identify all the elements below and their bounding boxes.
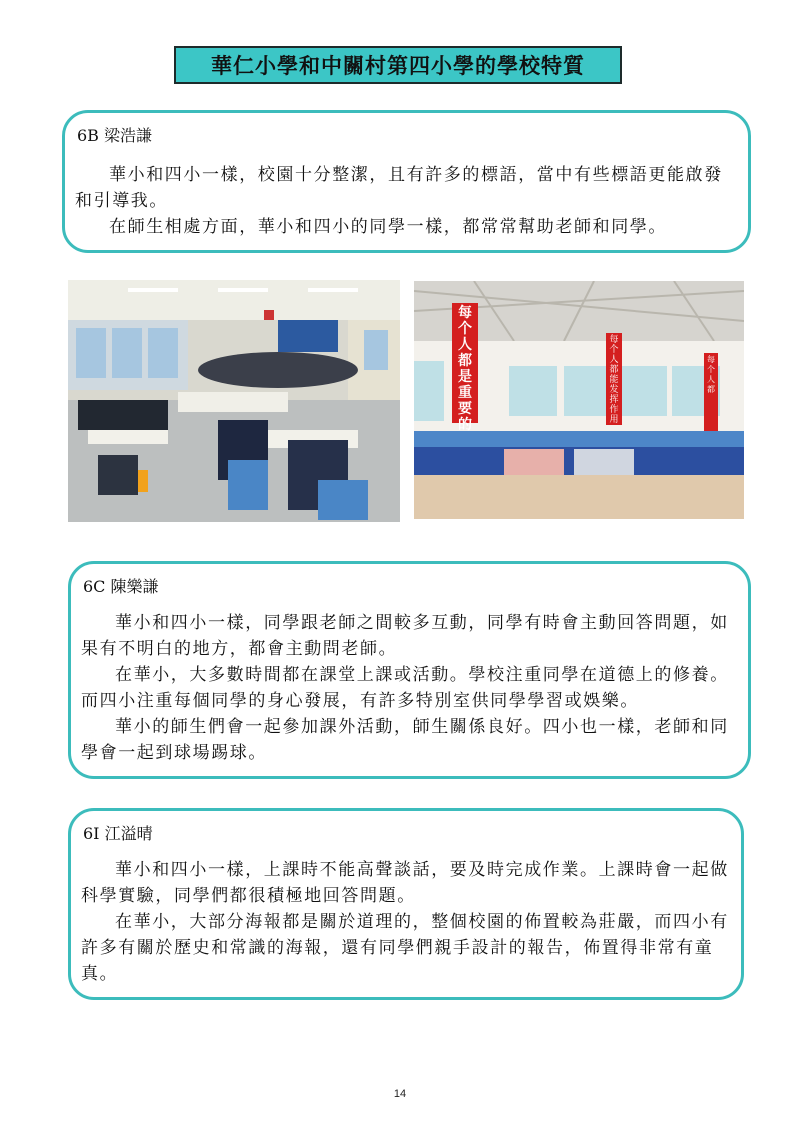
banner-text: 每个人都 <box>707 355 715 394</box>
paragraph: 華小和四小一樣，上課時不能高聲談話，要及時完成作業。上課時會一起做科學實驗，同學們都很積極地回答問題。 <box>81 860 729 906</box>
student-name: 6C 陳樂謙 <box>83 577 159 596</box>
paragraph: 華小的師生們會一起參加課外活動，師生關係良好。四小也一樣，老師和同學會一起到球場踢球。 <box>81 717 729 763</box>
classroom-image <box>68 280 400 522</box>
paragraph: 在華小，大部分海報都是關於道理的，整個校園的佈置較為莊嚴，而四小有許多有關於歷史和常識的海報，還有同學們親手設計的報告，佈置得非常有童真。 <box>81 912 729 984</box>
paragraph: 華小和四小一樣，同學跟老師之間較多互動，同學有時會主動回答問題，如果有不明白的地方，都會主動問老師。 <box>81 613 729 659</box>
reflection-box-6b <box>62 110 751 253</box>
paragraph: 華小和四小一樣，校園十分整潔，且有許多的標語，當中有些標語更能啟發和引導我。 <box>75 165 723 211</box>
student-name: 6B 梁浩謙 <box>77 126 153 145</box>
reflection-text <box>75 162 741 240</box>
reflection-text <box>81 857 735 987</box>
reflection-box-6c <box>68 561 751 779</box>
student-name: 6I 江溢晴 <box>83 824 153 843</box>
paragraph: 在師生相處方面，華小和四小的同學一樣，都常常幫助老師和同學。 <box>109 217 667 237</box>
paragraph: 在華小，大多數時間都在課堂上課或活動。學校注重同學在道德上的修養。而四小注重每個同學的身心發展，有許多特別室供同學學習或娛樂。 <box>81 665 729 711</box>
gym-photo <box>414 281 744 519</box>
reflection-box-6i <box>68 808 744 1000</box>
page-number: 14 <box>393 1088 407 1100</box>
reflection-text <box>81 610 741 766</box>
page-title: 華仁小學和中關村第四小學的學校特質 <box>174 46 622 84</box>
classroom-photo <box>68 280 400 522</box>
banner-text: 每个人都能发挥作用 <box>609 335 619 425</box>
banner-text: 每个人都是重要的 <box>458 305 472 433</box>
